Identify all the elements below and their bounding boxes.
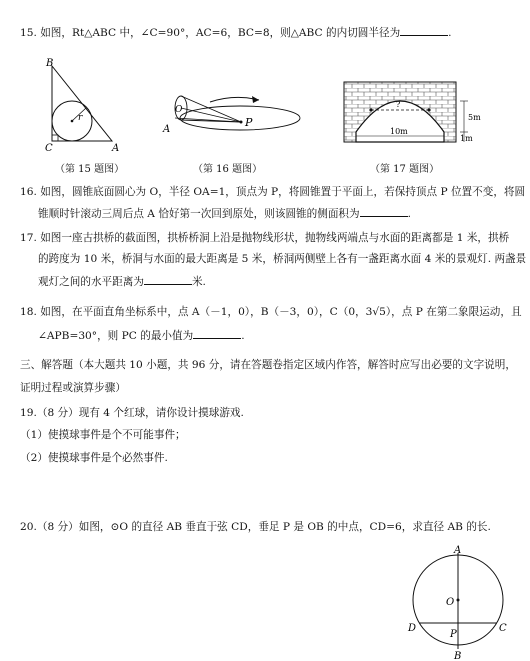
figure-17 xyxy=(340,80,485,150)
answer-blank-16[interactable] xyxy=(360,206,408,217)
question-19-stem: 19.（8 分）现有 4 个红球，请你设计摸球游戏. xyxy=(20,407,244,419)
label-a: A xyxy=(112,143,120,154)
question-18-line1: 18. 如图，在平面直角坐标系中，点 A（－1，0），B（－3，0），C（0，3√5），点 P 在第二象限运动，且 xyxy=(20,306,522,318)
caption-15: （第 15 题图） xyxy=(55,164,125,175)
label-a: A xyxy=(454,545,462,556)
figure-15 xyxy=(40,56,140,156)
label-5m: 5m xyxy=(468,113,481,122)
question-17-line1: 17. 如图一座古拱桥的截面图，拱桥桥洞上沿是抛物线形状，抛物线两端点与水面的距离都是 1 米，拱桥 xyxy=(20,232,510,244)
label-r: r xyxy=(78,113,83,123)
question-16-line2: 锥顺时针滚动三周后点 A 恰好第一次回到原处，则该圆锥的侧面积为 . xyxy=(38,208,411,220)
label-span: 10m xyxy=(390,127,408,136)
question-17-line2: 的跨度为 10 米，桥洞与水面的最大距离是 5 米，桥洞两侧壁上各有一盏距离水面 4 米的景观灯. 两盏景 xyxy=(38,253,527,265)
label-d: D xyxy=(408,623,417,634)
section-3-heading-cont: 证明过程或演算步骤） xyxy=(20,382,126,394)
label-o: O xyxy=(446,597,455,608)
caption-16: （第 16 题图） xyxy=(193,164,263,175)
label-c: C xyxy=(45,143,53,154)
label-b: B xyxy=(46,58,54,69)
label-b: B xyxy=(454,651,462,661)
question-19-part1: （1）使摸球事件是个不可能事件； xyxy=(20,429,186,441)
label-question: ? xyxy=(396,100,401,109)
question-19-part2: （2）使摸球事件是个必然事件. xyxy=(20,452,168,464)
answer-blank-15[interactable] xyxy=(400,25,448,36)
answer-blank-17[interactable] xyxy=(144,274,192,285)
question-15-text: 15. 如图，Rt△ABC 中，∠C=90°，AC=6，BC=8，则△ABC 的内切圆半径为 xyxy=(20,27,401,39)
label-c: C xyxy=(499,623,507,634)
question-18-line2: ∠APB=30°，则 PC 的最小值为 . xyxy=(38,330,245,342)
label-p: P xyxy=(450,629,457,640)
question-16-line1: 16. 如图，圆锥底面圆心为 O，半径 OA=1，顶点为 P，将圆锥置于平面上，若保持顶点 P 位置不变，将圆 xyxy=(20,186,526,198)
label-1m: 1m xyxy=(460,134,473,143)
answer-blank-18[interactable] xyxy=(193,328,241,339)
question-15: 15. 如图，Rt△ABC 中，∠C=90°，AC=6，BC=8，则△ABC 的内切圆半径为 . xyxy=(20,27,452,39)
question-17-line3: 观灯之间的水平距离为 米. xyxy=(38,276,206,288)
label-p: P xyxy=(245,116,253,129)
figure-20 xyxy=(400,545,515,661)
section-3-heading: 三、解答题（本大题共 10 小题，共 96 分，请在答题卷指定区域内作答，解答时应写出必要的文字说明， xyxy=(20,359,516,371)
question-20-stem: 20.（8 分）如图，⊙O 的直径 AB 垂直于弦 CD，垂足 P 是 OB 的中点，CD=6，求直径 AB 的长. xyxy=(20,521,491,533)
label-a: A xyxy=(163,124,171,135)
figure-16 xyxy=(155,88,305,158)
caption-17: （第 17 题图） xyxy=(370,164,440,175)
label-o: O xyxy=(175,105,183,115)
